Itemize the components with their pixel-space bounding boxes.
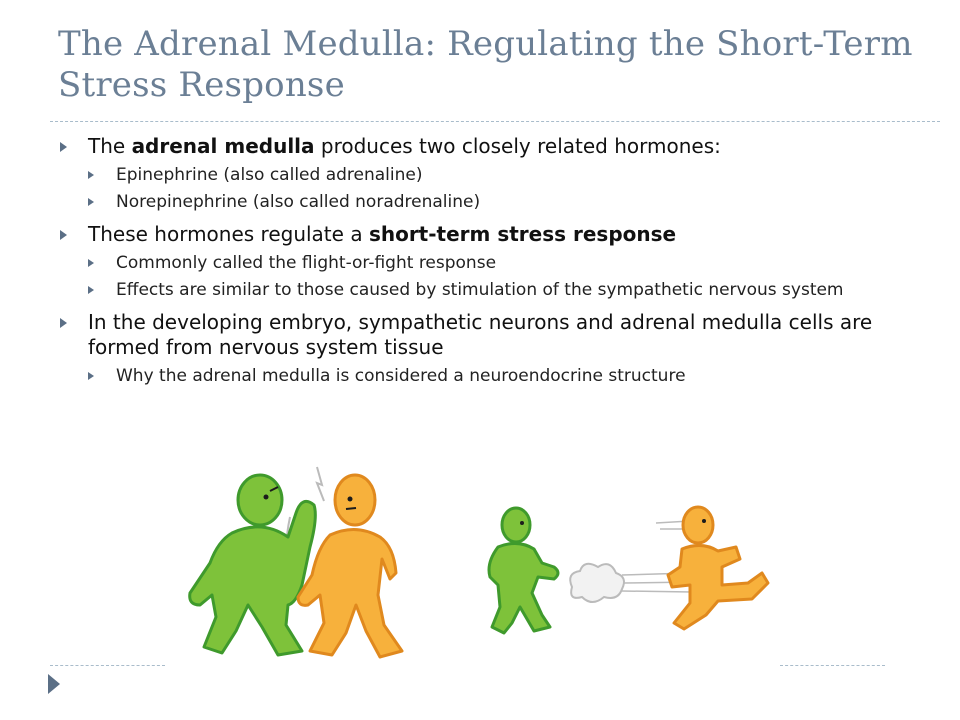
bullet-marker-icon bbox=[60, 230, 67, 240]
orange-running-figure bbox=[668, 507, 768, 629]
sub-bullet-neuroendocrine: Why the adrenal medulla is considered a neuroendocrine structure bbox=[86, 366, 928, 387]
green-figure bbox=[190, 475, 316, 655]
sub-bullet-flight-or-fight: Commonly called the flight-or-fight response bbox=[86, 253, 928, 274]
bold-term: adrenal medulla bbox=[131, 134, 315, 158]
bullet-marker-icon bbox=[88, 198, 94, 206]
bullet-marker-icon bbox=[60, 142, 67, 152]
footer-divider-right bbox=[780, 665, 885, 666]
bullet-list bbox=[58, 134, 928, 393]
bullet-marker-icon bbox=[88, 171, 94, 179]
sub-bullet-norepinephrine: Norepinephrine (also called noradrenaline) bbox=[86, 192, 928, 213]
bullet-marker-icon bbox=[88, 372, 94, 380]
bold-term: short-term stress response bbox=[368, 222, 677, 246]
footer-divider-left bbox=[50, 665, 165, 666]
fight-or-flight-illustration bbox=[170, 455, 780, 665]
flight-scene bbox=[489, 507, 768, 633]
sub-bullet-epinephrine: Epinephrine (also called adrenaline) bbox=[86, 165, 928, 186]
green-running-figure bbox=[489, 508, 558, 633]
green-running-face bbox=[520, 521, 524, 525]
title-divider bbox=[50, 121, 940, 122]
fight-scene bbox=[190, 467, 402, 657]
bullet-marker-icon bbox=[88, 286, 94, 294]
orange-figure bbox=[298, 475, 402, 657]
orange-running-face bbox=[702, 519, 706, 523]
slide-title: The Adrenal Medulla: Regulating the Short-Term Stress Response bbox=[58, 24, 913, 105]
dust-cloud-icon bbox=[570, 564, 624, 602]
bullet-adrenal-medulla: The adrenal medulla produces two closely related hormones: bbox=[58, 134, 928, 159]
bullet-marker-icon bbox=[60, 318, 67, 328]
next-slide-arrow-icon[interactable] bbox=[48, 674, 60, 694]
bullet-embryo: In the developing embryo, sympathetic neurons and adrenal medulla cells are formed from nervous system tissue bbox=[58, 310, 928, 360]
sub-bullet-sympathetic: Effects are similar to those caused by stimulation of the sympathetic nervous system bbox=[86, 280, 928, 301]
bullet-stress-response: These hormones regulate a short-term stress response bbox=[58, 222, 928, 247]
bullet-marker-icon bbox=[88, 259, 94, 267]
